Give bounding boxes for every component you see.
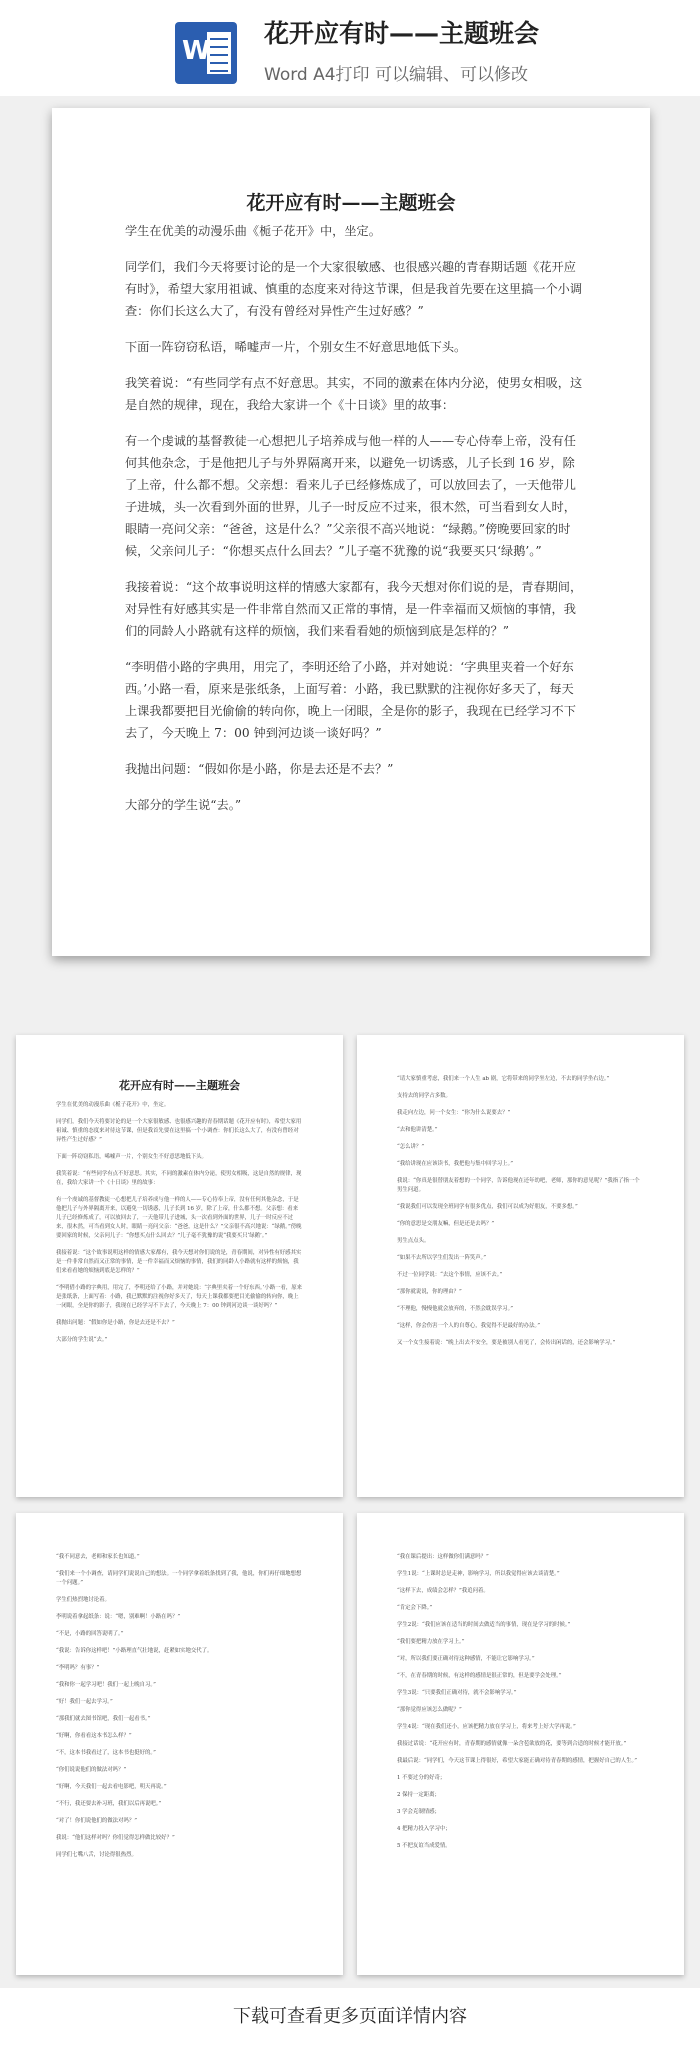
header-title: 花开应有时——主题班会 [264, 19, 540, 48]
thumbnail-paragraph: 我说：“你真是很替朋友着想的一个同学，告诉他现在还年幼吧，老师，那你的意见呢？”我指了指一个男生问道。 [397, 1178, 640, 1193]
thumbnail-paragraph: 大部分的学生说“去。” [56, 1337, 108, 1343]
thumbnail-paragraph: 学生3说：“只要我们正确对待，就不会影响学习。” [397, 1690, 517, 1696]
thumbnail-paragraph: 男生点点头。 [397, 1238, 430, 1244]
header-subtitle: Word A4打印 可以编辑、可以修改 [264, 65, 528, 85]
document-body [125, 220, 583, 830]
thumbnail-paragraph: “我们来一个小调查，请同学们说说自己的想法。一个同学拿着纸条找到了我，他说，你们再仔细地想想一个问题。” [56, 1571, 302, 1586]
thumbnail-paragraph: “李明吗？有事？” [56, 1665, 100, 1671]
thumbnail-paragraph: “我给讲现在应该读书，我把他与集中回学习上。” [397, 1161, 514, 1167]
thumbnail-paragraph: 5 不把友谊当成爱情。 [397, 1843, 451, 1849]
thumbnail-paragraph: “我在课后提出：这样做你们满意吗？” [397, 1554, 489, 1560]
header [0, 0, 700, 96]
thumbnail-paragraph: “我说：告诉你这样吧！”小路理直气壮地说，赶紧如实地交代了。 [56, 1648, 213, 1654]
thumbnail-paragraph: 我接着说：“这个故事说明这样的情感大家都有，我今天想对你们说的是，青春期间，对异性有好感其实是一件非常自然而又正常的事情，是一件幸福而又烦恼的事情，我们的同龄人小路就有这样的烦恼，我们来看看她的烦恼到底是怎样的？” [56, 1250, 302, 1274]
document-paragraph: 我抛出问题：“假如你是小路，你是去还是不去？” [125, 762, 394, 776]
thumbnail-paragraph: “好啊，今天我们一起去看电影吧，明天再说。” [56, 1784, 167, 1790]
thumbnail-paragraph: 1 不要过分的好奇； [397, 1775, 446, 1781]
thumbnail-paragraph: 3 学会克制情感； [397, 1809, 440, 1815]
thumbnail-paragraph: 学生们热烈地讨论着。 [56, 1597, 110, 1603]
thumbnail-paragraph: 我最后说：“同学们，今天这节课上得很好，希望大家能正确对待青春期的感情，把握好自己的人生。” [397, 1758, 637, 1764]
page-thumbnail-3[interactable] [16, 1513, 343, 1975]
thumbnail-paragraph: “这样下去，成绩会怎样？”我追问着。 [397, 1588, 489, 1594]
thumbnail-paragraph: “不行，我还要去补习班，我们以后再说吧。” [56, 1801, 162, 1807]
thumbnail-paragraph: 2 保持一定距离； [397, 1792, 440, 1798]
thumbnail-paragraph: “你的意思是交朋友嘛，但是还是去吗？” [397, 1221, 495, 1227]
page-thumbnail-1[interactable] [16, 1035, 343, 1497]
thumbnail-paragraph: 学生2说：“我们应该在适当的时间去做适当的事情，现在是学习的时候。” [397, 1622, 571, 1628]
document-paragraph: 同学们，我们今天将要讨论的是一个大家很敏感、也很感兴趣的青春期话题《花开应有时》，希望大家用祖诚、慎重的态度来对待这节课，但是我首先要在这里搞一个小调查：你们长这么大了，有没有曾经对异性产生过好感？” [125, 260, 583, 318]
thumbnail-paragraph: “怎么讲？” [397, 1144, 425, 1150]
word-icon-letter: W [182, 36, 211, 66]
thumbnail-paragraph: “如果不去所以学生们发出一阵笑声。” [397, 1255, 487, 1261]
thumbnail-paragraph: 我说：“他们这样对吗？你们觉得怎样做比较好？” [56, 1835, 175, 1841]
thumbnail-body [357, 1035, 684, 1348]
thumbnail-paragraph: “请大家慎重考虑，我们来一个人生 ab 剧，它将带来的同学坐左边，不去的同学坐右边。” [397, 1076, 610, 1082]
thumbnail-paragraph: “这样，你会伤害一个人的自尊心，我觉得不是最好的办法。” [397, 1323, 540, 1329]
thumbnail-paragraph: 同学们，我们今天将要讨论的是一个大家很敏感、也很感兴趣的青春期话题《花开应有时》，希望大家用祖诚、慎重的态度来对待这节课，但是我首先要在这里搞一个小调查：你们长这么大了，有没有曾经对异性产生过好感？” [56, 1119, 302, 1143]
thumbnail-paragraph: “那我们就去图书馆吧，我们一起看书。” [56, 1716, 151, 1722]
document-title: 花开应有时——主题班会 [246, 192, 456, 214]
thumbnail-paragraph: “我不同意去，老师和家长也知道。” [56, 1554, 140, 1560]
thumbnail-paragraph: 支持去的同学占多数。 [397, 1093, 451, 1099]
thumbnail-paragraph: “不，这本书我看过了，这本书也挺好的。” [56, 1750, 156, 1756]
thumbnail-paragraph: 学生4说：“现在我们还小，应该把精力放在学习上，将来考上好大学再说。” [397, 1724, 576, 1730]
thumbnail-paragraph: 我走向左边，问一个女生：“你为什么说要去？” [397, 1110, 511, 1116]
thumbnail-paragraph: “去和他讲清楚。” [397, 1127, 438, 1133]
thumbnail-paragraph: “肯定会下降。” [397, 1605, 433, 1611]
document-paragraph: 有一个虔诚的基督教徒一心想把儿子培养成与他一样的人——专心侍奉上帝，没有任何其他杂念，于是他把儿子与外界隔离开来，以避免一切诱惑，儿子长到 16 岁，除了上帝，什么都不想。父亲想：看来儿子已经修炼成了，可以放回去了，一天他带儿子进城，头一次看到外面的世界，儿子一时反应不过来，很木然，可当看到女人时，眼睛一亮问父亲：“爸爸，这是什么？”父亲很不高兴地说：“绿鹅。”傍晚要回家的时候，父亲问儿子：“你想买点什么回去？”儿子毫不犹豫的说“我要买只‘绿鹅’。” [125, 434, 576, 558]
page-thumbnail-4[interactable] [357, 1513, 684, 1975]
thumbnail-paragraph: “不是，小路的回答说明了。” [56, 1631, 124, 1637]
thumbnail-paragraph: “好！我们一起去学习。” [56, 1699, 113, 1705]
thumbnail-paragraph: “不，在青春期的时候，有这样的感情是很正常的，但是要学会处理。” [397, 1673, 562, 1679]
document-paragraph: 学生在优美的动漫乐曲《栀子花开》中，坐定。 [125, 224, 381, 238]
thumbnail-paragraph: “我和你一起学习吧！我们一起上晚自习。” [56, 1682, 156, 1688]
thumbnail-body [357, 1513, 684, 1851]
thumbnail-paragraph: 有一个虔诚的基督教徒一心想把儿子培养成与他一样的人——专心侍奉上帝，没有任何其他杂念，于是他把儿子与外界隔离开来，以避免一切诱惑，儿子长到 16 岁，除了上帝，什么都不想。父亲想：看来儿子已经修炼成了，可以放回去了，一天他带儿子进城，头一次看到外面的世界，儿子一时反应不过来，很木然，可当看到女人时，眼睛一亮问父亲：“爸爸，这是什么？”父亲很不高兴地说：“绿鹅。”傍晚要回家的时候，父亲问儿子：“你想买点什么回去？”儿子毫不犹豫的说“我要买只‘绿鹅’。” [56, 1197, 302, 1239]
thumbnail-body [16, 1101, 343, 1345]
thumbnail-paragraph: 不过一位同学说：“去这个事情，应该不去。” [397, 1272, 503, 1278]
thumbnail-paragraph: 学生1说：“上课时总是走神，影响学习，所以我觉得应该去谈清楚。” [397, 1571, 560, 1577]
thumbnail-paragraph: “李明借小路的字典用，用完了，李明还给了小路，并对她说：‘字典里夹着一个好东西。’小路一看，原来是张纸条，上面写着：小路，我已默默的注视你好多天了，每天上课我都要把目光偷偷的转向你，晚上一闭眼，全是你的影子，我现在已经学习不下去了，今天晚上 7：00 钟到河边谈一谈好吗？” [56, 1285, 303, 1309]
document-paragraph: 我笑着说：“有些同学有点不好意思。其实，不同的激素在体内分泌，使男女相吸，这是自然的规律，现在，我给大家讲一个《十日谈》里的故事： [125, 376, 583, 412]
thumbnail-paragraph: “不理他，慢慢他就会放弃的，不然会耽误学习。” [397, 1306, 514, 1312]
thumbnail-paragraph: “对，所以我们要正确对待这种感情，不能让它影响学习。” [397, 1656, 535, 1662]
document-paragraph: 我接着说：“这个故事说明这样的情感大家都有，我今天想对你们说的是，青春期间，对异性有好感其实是一件非常自然而又正常的事情，是一件幸福而又烦恼的事情，我们的同龄人小路就有这样的烦恼，我们来看看她的烦恼到底是怎样的？” [125, 580, 583, 638]
page-thumbnail-2[interactable] [357, 1035, 684, 1497]
thumbnail-paragraph: 李明说着拿起纸条：说：“嗯，别难啊！小路在吗？” [56, 1614, 181, 1620]
document-paragraph: 下面一阵窃窃私语，唏嘘声一片，个别女生不好意思地低下头。 [125, 340, 467, 354]
thumbnail-paragraph: “你们说说他们的做法对吗？” [56, 1767, 127, 1773]
thumbnail-paragraph: 学生在优美的动漫乐曲《栀子花开》中，坐定。 [56, 1102, 170, 1108]
thumbnail-paragraph: 又一个女生接着说：“晚上出去不安全，要是被别人看见了，会传出闲话的，还会影响学习。” [397, 1340, 616, 1346]
thumbnail-paragraph: “对了！你们说他们的做法对吗？” [56, 1818, 137, 1824]
thumbnail-paragraph: “我们要把精力放在学习上。” [397, 1639, 465, 1645]
thumbnail-paragraph: 下面一阵窃窃私语，唏嘘声一片，个别女生不好意思地低下头。 [56, 1154, 207, 1160]
download-more-link[interactable]: 下载可查看更多页面详情内容 [0, 1988, 700, 2046]
word-icon [175, 22, 237, 84]
thumbnail-title: 花开应有时——主题班会 [119, 1079, 240, 1092]
thumbnail-paragraph: “好啊，你看看这本书怎么样？” [56, 1733, 132, 1739]
document-paragraph: “李明借小路的字典用，用完了，李明还给了小路，并对她说：‘字典里夹着一个好东西。’小路一看，原来是张纸条，上面写着：小路，我已默默的注视你好多天了，每天上课我都要把目光偷偷的转向你，晚上一闭眼，全是你的影子，我现在已经学习不下去了，今天晚上 7：00 钟到河边谈一谈好吗？” [125, 660, 576, 740]
thumbnail-paragraph: 4 把精力投入学习中； [397, 1826, 451, 1832]
document-paragraph: 大部分的学生说“去。” [125, 798, 242, 812]
thumbnail-paragraph: “那你觉得应该怎么做呢？” [397, 1707, 462, 1713]
thumbnail-paragraph: “那你就说说，你的理由？” [397, 1289, 462, 1295]
thumbnail-paragraph: 我笑着说：“有些同学有点不好意思。其实，不同的激素在体内分泌，使男女相吸，这是自然的规律，现在，我给大家讲一个《十日谈》里的故事： [56, 1171, 302, 1186]
thumbnail-body [16, 1513, 343, 1860]
document-page [52, 108, 650, 956]
thumbnail-paragraph: “我说我们可以发现全班同学有很多优点，我们可以成为好朋友，不要多想。” [397, 1204, 578, 1210]
thumbnail-paragraph: 我抛出问题：“假如你是小路，你是去还是不去？” [56, 1320, 175, 1326]
thumbnail-paragraph: 我接过话说：“花开应有时，青春期的感情就像一朵含苞欲放的花，要等到合适的时候才能开放。” [397, 1741, 627, 1747]
thumbnail-paragraph: 同学们七嘴八舌，讨论得很热烈。 [56, 1852, 137, 1858]
